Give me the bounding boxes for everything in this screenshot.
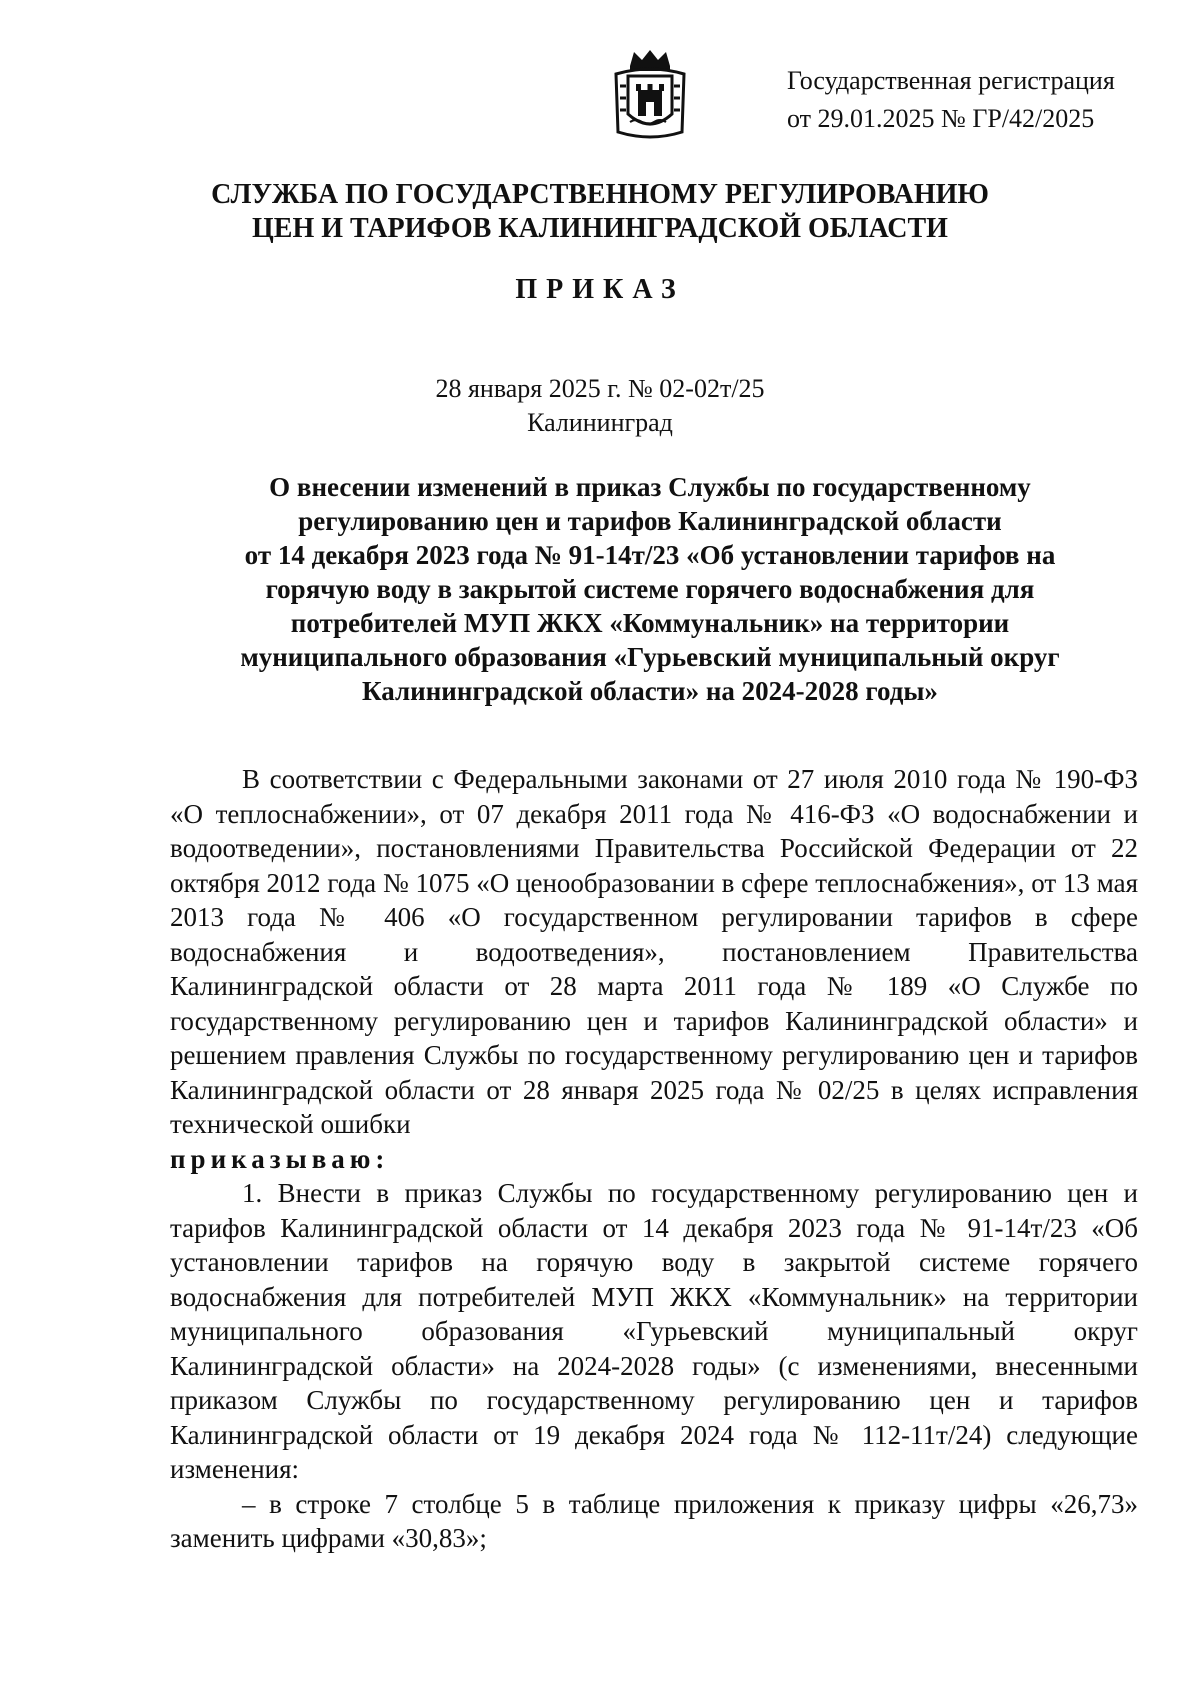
subject-line-4: горячую воду в закрытой системе горячего водоснабжения для — [265, 574, 1035, 604]
subject-line-1: О внесении изменений в приказ Службы по государственному — [269, 472, 1031, 502]
order-word-paragraph — [170, 1142, 1138, 1177]
subject-line-3: от 14 декабря 2023 года № 91-14т/23 «Об установлении тарифов на — [244, 540, 1056, 570]
subject-line-2: регулированию цен и тарифов Калининградской области — [298, 506, 1002, 536]
organization-title — [0, 178, 1200, 246]
subject-line-5: потребителей МУП ЖКХ «Коммунальник» на территории — [290, 608, 1010, 638]
registration-label: Государственная регистрация — [787, 66, 1115, 95]
document-type: ПРИКАЗ — [515, 274, 685, 305]
preamble-paragraph: В соответствии с Федеральными законами от 27 июля 2010 года № 190-ФЗ «О теплоснабжении», от 07 декабря 2011 года № 416-ФЗ «О водоснабжении и водоотведении», постановлениями Правительства Российской Федерации от 22 октября 2012 года № 1075 «О ценообразовании в сфере теплоснабжения», от 13 мая 2013 года № 406 «О государственном регулировании тарифов в сфере водоснабжения и водоотведения», постановлением Правительства Калининградской области от 28 марта 2011 года № 189 «О Службе по государственному регулированию цен и тарифов Калининградской области» и решением правления Службы по государственному регулированию цен и тарифов Калининградской области от 28 января 2025 года № 02/25 в целях исправления технической ошибки — [170, 764, 1138, 1139]
registration-number: от 29.01.2025 № ГР/42/2025 — [787, 104, 1095, 133]
subject-line-6: муниципального образования «Гурьевский муниципальный округ — [240, 642, 1060, 672]
registration-stamp — [787, 62, 1115, 138]
document-date-number: 28 января 2025 г. № 02-02т/25 — [435, 374, 765, 403]
document-subject — [200, 470, 1100, 708]
coat-of-arms-icon — [612, 46, 688, 142]
document-date-block — [0, 372, 1200, 440]
order-word: приказываю: — [170, 1143, 390, 1174]
document-body — [170, 762, 1138, 1556]
organization-title-line-2: ЦЕН И ТАРИФОВ КАЛИНИНГРАДСКОЙ ОБЛАСТИ — [252, 213, 948, 244]
item-1-paragraph: 1. Внести в приказ Службы по государственному регулированию цен и тарифов Калининградской области от 14 декабря 2023 года № 91-14т/23 «Об установлении тарифов на горячую воду в закрытой системе горячего водоснабжения для потребителей МУП ЖКХ «Коммунальник» на территории муниципального образования «Гурьевский муниципальный округ Калининградской области» на 2024-2028 годы» (с изменениями, внесенными приказом Службы по государственному регулированию цен и тарифов Калининградской области от 19 декабря 2024 года № 112-11т/24) следующие изменения: — [170, 1178, 1138, 1484]
document-city: Калининград — [527, 408, 673, 437]
organization-title-line-1: СЛУЖБА ПО ГОСУДАРСТВЕННОМУ РЕГУЛИРОВАНИЮ — [211, 179, 989, 210]
subject-line-7: Калининградской области» на 2024-2028 годы» — [362, 676, 938, 706]
change-1-paragraph: – в строке 7 столбце 5 в таблице приложения к приказу цифры «26,73» заменить цифрами «30,83»; — [170, 1488, 1138, 1553]
